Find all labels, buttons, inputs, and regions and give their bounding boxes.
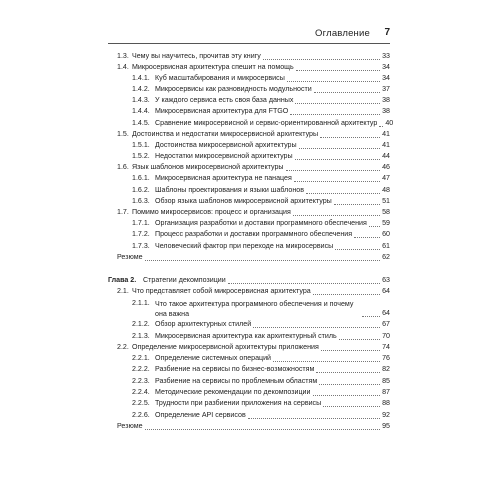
toc-entry-number: 1.7.2. bbox=[132, 230, 150, 238]
toc-entry-page: 62 bbox=[382, 253, 390, 261]
toc-entry-title: Сравнение микросервисной и сервис-ориентированной архитектур bbox=[155, 119, 378, 127]
leader-dots bbox=[379, 126, 383, 127]
toc-entry-page: 70 bbox=[382, 332, 390, 340]
toc-chapter-number: Глава 2. bbox=[108, 276, 137, 284]
toc-entry-number: 1.4.1. bbox=[132, 74, 150, 82]
toc-entry-number: 1.4.5. bbox=[132, 119, 150, 127]
toc-entry-page: 41 bbox=[382, 130, 390, 138]
toc-entry[interactable] bbox=[117, 207, 390, 218]
toc-entry[interactable] bbox=[117, 342, 390, 353]
toc-entry-page: 67 bbox=[382, 320, 390, 328]
toc-entry-number: 2.1.2. bbox=[132, 320, 150, 328]
toc-entry-title: Определение API сервисов bbox=[155, 411, 246, 419]
toc-entry[interactable] bbox=[132, 84, 390, 95]
leader-dots bbox=[321, 350, 380, 351]
toc-entry-title: Куб масштабирования и микросервисы bbox=[155, 74, 285, 82]
toc-entry-page: 64 bbox=[382, 309, 390, 317]
toc-entry[interactable] bbox=[132, 218, 390, 229]
leader-dots bbox=[313, 294, 380, 295]
toc-entry[interactable] bbox=[117, 286, 390, 297]
toc-entry-title: Обзор архитектурных стилей bbox=[155, 320, 252, 328]
leader-dots bbox=[320, 137, 380, 138]
leader-dots bbox=[319, 384, 380, 385]
toc-entry-number: 2.1.3. bbox=[132, 332, 150, 340]
toc-entry-page: 87 bbox=[382, 388, 390, 396]
toc-entry-number: 1.7. bbox=[117, 208, 129, 216]
toc-entry[interactable] bbox=[117, 62, 390, 73]
toc-entry-page: 60 bbox=[382, 230, 390, 238]
toc-entry[interactable] bbox=[132, 387, 390, 398]
leader-dots bbox=[286, 170, 381, 171]
toc-entry-title: Определение системных операций bbox=[155, 354, 272, 362]
toc-entry-title: Микросервисы как разновидность модульности bbox=[155, 85, 312, 93]
toc-entry-page: 34 bbox=[382, 74, 390, 82]
toc-entry-page: 58 bbox=[382, 208, 390, 216]
toc-entry[interactable] bbox=[132, 173, 390, 184]
toc-entry-title: Язык шаблонов микросервисной архитектуры bbox=[132, 163, 284, 171]
toc-entry-page: 33 bbox=[382, 52, 390, 60]
toc-entry-number: 1.4.3. bbox=[132, 96, 150, 104]
toc-entry-number: 1.7.3. bbox=[132, 242, 150, 250]
leader-dots bbox=[316, 372, 380, 373]
toc-entry[interactable] bbox=[117, 252, 390, 263]
toc-entry[interactable] bbox=[132, 196, 390, 207]
toc-entry-page: 92 bbox=[382, 411, 390, 419]
toc-entry-title: Обзор языка шаблонов микросервисной архитектуры bbox=[155, 197, 332, 205]
toc-entry-number: 2.2.1. bbox=[132, 354, 150, 362]
toc-entry-page: 82 bbox=[382, 365, 390, 373]
leader-dots bbox=[362, 316, 380, 317]
toc-entry-title: Достоинства и недостатки микросервисной архитектуры bbox=[132, 130, 319, 138]
toc-entry-title: Трудности при разбиении приложения на сервисы bbox=[155, 399, 322, 407]
toc-entry-title: У каждого сервиса есть своя база данных bbox=[155, 96, 294, 104]
toc-entry-page: 64 bbox=[382, 287, 390, 295]
toc-entry[interactable] bbox=[132, 376, 390, 387]
toc-entry-page: 59 bbox=[382, 219, 390, 227]
toc-entry-page: 38 bbox=[382, 96, 390, 104]
toc-entry[interactable] bbox=[117, 51, 390, 62]
leader-dots bbox=[294, 181, 380, 182]
toc-entry-title: Достоинства микросервисной архитектуры bbox=[155, 141, 297, 149]
leader-dots bbox=[295, 159, 381, 160]
toc-entry-title: Разбиение на сервисы по проблемным областям bbox=[155, 377, 318, 385]
toc-entry[interactable] bbox=[117, 162, 390, 173]
leader-dots bbox=[354, 237, 380, 238]
toc-chapter[interactable] bbox=[108, 275, 390, 286]
leader-dots bbox=[145, 260, 381, 261]
leader-dots bbox=[306, 193, 380, 194]
toc-entry-number: 2.2.6. bbox=[132, 411, 150, 419]
toc-entry[interactable] bbox=[132, 410, 390, 421]
toc-entry-page: 51 bbox=[382, 197, 390, 205]
toc-entry-title: Что представляет собой микросервисная архитектура bbox=[132, 287, 311, 295]
toc-entry-number: 1.7.1. bbox=[132, 219, 150, 227]
toc-entry-page: 61 bbox=[382, 242, 390, 250]
toc-entry-title: Шаблоны проектирования и языки шаблонов bbox=[155, 186, 304, 194]
toc-entry-page: 40 bbox=[385, 119, 394, 127]
toc-entry[interactable] bbox=[117, 129, 390, 140]
toc-entry-number: 1.3. bbox=[117, 52, 129, 60]
toc-entry[interactable] bbox=[132, 299, 390, 319]
toc-entry-title: Что такое архитектура программного обеспечения и почему она важна bbox=[155, 300, 354, 318]
toc-entry-number: 1.5.2. bbox=[132, 152, 150, 160]
leader-dots bbox=[248, 418, 380, 419]
toc-entry[interactable] bbox=[132, 106, 390, 117]
leader-dots bbox=[273, 361, 380, 362]
toc-entry-page: 46 bbox=[382, 163, 390, 171]
toc-entry[interactable] bbox=[132, 73, 390, 84]
toc-entry-page: 47 bbox=[382, 174, 390, 182]
toc-entry-number: 1.5. bbox=[117, 130, 129, 138]
toc-entry[interactable] bbox=[132, 229, 390, 240]
toc-entry-page: 74 bbox=[382, 343, 390, 351]
toc-entry-title: Методические рекомендации по декомпозиции bbox=[155, 388, 311, 396]
toc-entry-page: 63 bbox=[382, 276, 390, 284]
toc-entry-title: Микросервисная архитектура для FTGO bbox=[155, 107, 289, 115]
leader-dots bbox=[228, 283, 380, 284]
toc-entry-title: Чему вы научитесь, прочитав эту книгу bbox=[132, 52, 261, 60]
leader-dots bbox=[263, 59, 380, 60]
toc-entry-page: 44 bbox=[382, 152, 390, 160]
leader-dots bbox=[295, 103, 380, 104]
toc-entry[interactable] bbox=[132, 241, 390, 252]
toc-entry-page: 95 bbox=[382, 422, 390, 430]
leader-dots bbox=[287, 81, 380, 82]
toc-entry-number: 2.2. bbox=[117, 343, 129, 351]
toc-entry-title: Недостатки микросервисной архитектуры bbox=[155, 152, 293, 160]
toc-entry-number: 1.6.3. bbox=[132, 197, 150, 205]
toc-entry-number: 1.6.1. bbox=[132, 174, 150, 182]
toc-entry-title: Стратегии декомпозиции bbox=[143, 276, 226, 284]
leader-dots bbox=[335, 249, 380, 250]
toc-entry-title: Микросервисная архитектура спешит на помощь bbox=[132, 63, 294, 71]
leader-dots bbox=[314, 92, 380, 93]
toc-entry[interactable] bbox=[117, 421, 390, 432]
leader-dots bbox=[313, 395, 381, 396]
toc-entry-page: 76 bbox=[382, 354, 390, 362]
toc-entry[interactable] bbox=[132, 319, 390, 330]
toc-entry-number: 1.6. bbox=[117, 163, 129, 171]
leader-dots bbox=[290, 114, 380, 115]
toc-entry-page: 85 bbox=[382, 377, 390, 385]
toc-entry-title: Человеческий фактор при переходе на микросервисы bbox=[155, 242, 334, 250]
toc-entry-number: 1.6.2. bbox=[132, 186, 150, 194]
toc-entry[interactable] bbox=[132, 151, 390, 162]
toc-entry-number: 2.1.1. bbox=[132, 299, 150, 307]
page-number: 7 bbox=[384, 27, 390, 38]
toc-entry-number: 2.2.3. bbox=[132, 377, 150, 385]
toc-entry-number: 1.4.4. bbox=[132, 107, 150, 115]
toc-entry-page: 41 bbox=[382, 141, 390, 149]
toc-entry-page: 37 bbox=[382, 85, 390, 93]
leader-dots bbox=[145, 429, 381, 430]
toc-entry[interactable] bbox=[132, 95, 390, 106]
leader-dots bbox=[253, 327, 380, 328]
toc-entry-page: 38 bbox=[382, 107, 390, 115]
toc-entry-title: Процесс разработки и доставки программного обеспечения bbox=[155, 230, 353, 238]
toc-entry-title: Микросервисная архитектура как архитектурный стиль bbox=[155, 332, 337, 340]
toc-entry-number: 1.5.1. bbox=[132, 141, 150, 149]
toc-entry-number: 1.4.2. bbox=[132, 85, 150, 93]
leader-dots bbox=[369, 226, 380, 227]
leader-dots bbox=[323, 406, 380, 407]
leader-dots bbox=[334, 204, 380, 205]
toc-entry-number: 2.1. bbox=[117, 287, 129, 295]
toc-entry-number: 1.4. bbox=[117, 63, 129, 71]
toc-entry[interactable] bbox=[132, 364, 390, 375]
toc-entry-title: Организация разработки и доставки программного обеспечения bbox=[155, 219, 367, 227]
toc-entry[interactable] bbox=[132, 353, 390, 364]
toc-entry-title: Резюме bbox=[117, 422, 143, 430]
toc-entry-page: 34 bbox=[382, 63, 390, 71]
toc-entry[interactable] bbox=[132, 331, 390, 342]
toc-entry-title: Помимо микросервисов: процесс и организация bbox=[132, 208, 291, 216]
toc-entry-title: Определение микросервисной архитектуры приложения bbox=[132, 343, 319, 351]
toc-entry-number: 2.2.5. bbox=[132, 399, 150, 407]
toc-entry[interactable] bbox=[132, 140, 390, 151]
toc-entry-title: Резюме bbox=[117, 253, 143, 261]
leader-dots bbox=[296, 70, 380, 71]
leader-dots bbox=[339, 339, 380, 340]
toc-entry-title: Микросервисная архитектура не панацея bbox=[155, 174, 292, 182]
toc-entry-page: 88 bbox=[382, 399, 390, 407]
toc-entry-page: 48 bbox=[382, 186, 390, 194]
running-title: Оглавление bbox=[315, 28, 370, 39]
toc-entry[interactable] bbox=[132, 118, 394, 129]
leader-dots bbox=[299, 148, 381, 149]
toc-entry-number: 2.2.2. bbox=[132, 365, 150, 373]
toc-entry-title: Разбиение на сервисы по бизнес-возможностям bbox=[155, 365, 315, 373]
toc-entry[interactable] bbox=[132, 185, 390, 196]
toc-entry[interactable] bbox=[132, 398, 390, 409]
toc-entry-number: 2.2.4. bbox=[132, 388, 150, 396]
leader-dots bbox=[293, 215, 380, 216]
